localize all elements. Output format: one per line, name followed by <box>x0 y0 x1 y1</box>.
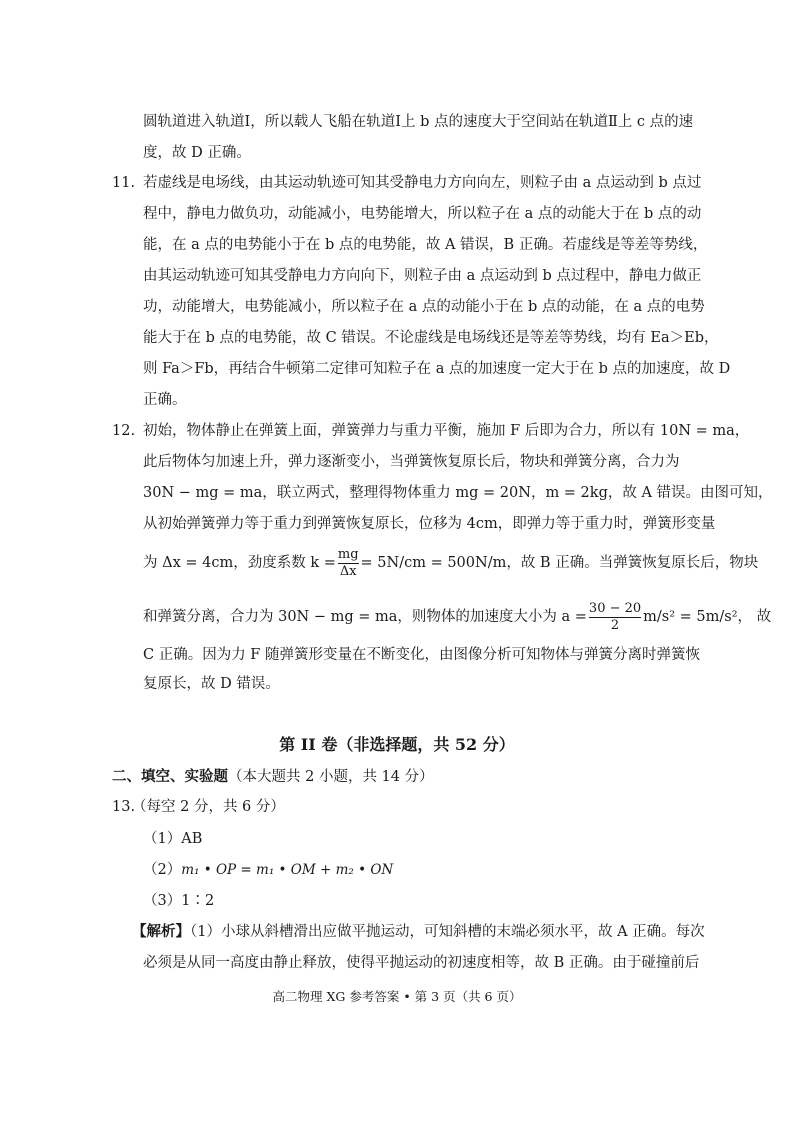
q13-answer-2-label: （2） <box>143 862 182 878</box>
q13-analysis-line-1 <box>132 922 705 942</box>
q11-line-5: 功，动能增大，电势能减小，所以粒子在 a 点的动能小于在 b 点的动能，在 a 点的电势 <box>143 299 705 315</box>
question-13-number: 13. <box>112 799 136 815</box>
q12-line-5 <box>143 544 758 582</box>
analysis-tag: 【解析】 <box>132 923 190 940</box>
question-11-number: 11. <box>112 175 136 191</box>
q12-line-6 <box>143 598 771 636</box>
q13-header: （每空 2 分，共 6 分） <box>132 799 285 815</box>
q12-line-7: C 正确。因为力 F 随弹簧形变量在不断变化，由图像分析可知物体与弹簧分离时弹簧恢 <box>143 647 700 663</box>
q13-answer-3: （3）1∶2 <box>143 893 215 909</box>
stiffness-fraction-denominator: Δx <box>339 563 357 579</box>
q11-line-8: 正确。 <box>143 392 187 408</box>
q12-line-6-pre: 和弹簧分离，合力为 30N − mg = ma，则物体的加速度大小为 a = <box>143 609 587 625</box>
q12-line-1: 初始，物体静止在弹簧上面，弹簧弹力与重力平衡，施加 F 后即为合力，所以有 10N = ma， <box>143 423 750 439</box>
q11-line-4: 由其运动轨迹可知其受静电力方向向下，则粒子由 a 点运动到 b 点过程中，静电力做正 <box>143 268 702 284</box>
momentum-equation: m₁ • OP = m₁ • OM + m₂ • ON <box>181 862 394 878</box>
q12-line-6-post: m/s² = 5m/s²， 故 <box>643 609 772 625</box>
q11-line-1: 若虚线是电场线，由其运动轨迹可知其受静电力方向向左，则粒子由 a 点运动到 b 点过 <box>143 175 702 191</box>
q11-line-7: 则 Fa＞Fb，再结合牛顿第二定律可知粒子在 a 点的加速度一定大于在 b 点的加速度，故 D <box>143 361 731 377</box>
continuation-line-2: 度，故 D 正确。 <box>143 145 251 161</box>
acceleration-fraction <box>589 601 641 634</box>
q12-line-2: 此后物体匀加速上升，弹力逐渐变小，当弹簧恢复原长后，物块和弹簧分离，合力为 <box>143 454 680 470</box>
q12-line-5-post: = 5N/cm = 500N/m，故 B 正确。当弹簧恢复原长后，物块 <box>360 555 759 571</box>
acceleration-fraction-numerator: 30 − 20 <box>588 600 642 616</box>
part-2-note: （本大题共 2 小题，共 14 分） <box>228 769 434 785</box>
q11-line-6: 能大于在 b 点的电势能，故 C 错误。不论虚线是电场线还是等差等势线，均有 Ea＞Eb， <box>143 330 719 346</box>
page-footer: 高二物理 XG 参考答案 • 第 3 页（共 6 页） <box>272 989 522 1004</box>
q13-analysis-line-2: 必须是从同一高度由静止释放，使得平抛运动的初速度相等，故 B 正确。由于碰撞前后 <box>143 955 700 971</box>
stiffness-fraction <box>338 547 359 580</box>
continuation-line-1: 圆轨道进入轨道Ⅰ，所以载人飞船在轨道Ⅰ上 b 点的速度大于空间站在轨道Ⅱ上 c 点的速 <box>143 114 694 130</box>
section-2-title: 第 II 卷（非选择题，共 52 分） <box>279 735 515 754</box>
stiffness-fraction-numerator: mg <box>337 546 359 562</box>
q12-line-4: 从初始弹簧弹力等于重力到弹簧恢复原长，位移为 4cm，即弹力等于重力时，弹簧形变量 <box>143 516 716 532</box>
q11-line-2: 程中，静电力做负功，动能减小，电势能增大，所以粒子在 a 点的动能大于在 b 点的动 <box>143 206 702 222</box>
q12-line-8: 复原长，故 D 错误。 <box>143 676 280 692</box>
q13-answer-1: （1）AB <box>143 831 203 847</box>
acceleration-fraction-denominator: 2 <box>589 617 641 634</box>
question-12-number: 12. <box>112 423 136 439</box>
q11-line-3: 能，在 a 点的电势能小于在 b 点的电势能，故 A 错误，B 正确。若虚线是等差等势线， <box>143 237 708 253</box>
analysis-text-1: （1）小球从斜槽滑出应做平抛运动，可知斜槽的末端必须水平，故 A 正确。每次 <box>190 924 705 940</box>
part-2-title: 二、填空、实验题 <box>112 768 228 785</box>
q13-answer-2 <box>143 860 393 880</box>
q12-line-3: 30N − mg = ma，联立两式，整理得物体重力 mg = 20N，m = 2kg，故 A 错误。由图可知， <box>143 485 773 501</box>
part-2-heading <box>112 767 434 787</box>
q12-line-5-pre: 为 Δx = 4cm，劲度系数 k = <box>143 555 336 571</box>
